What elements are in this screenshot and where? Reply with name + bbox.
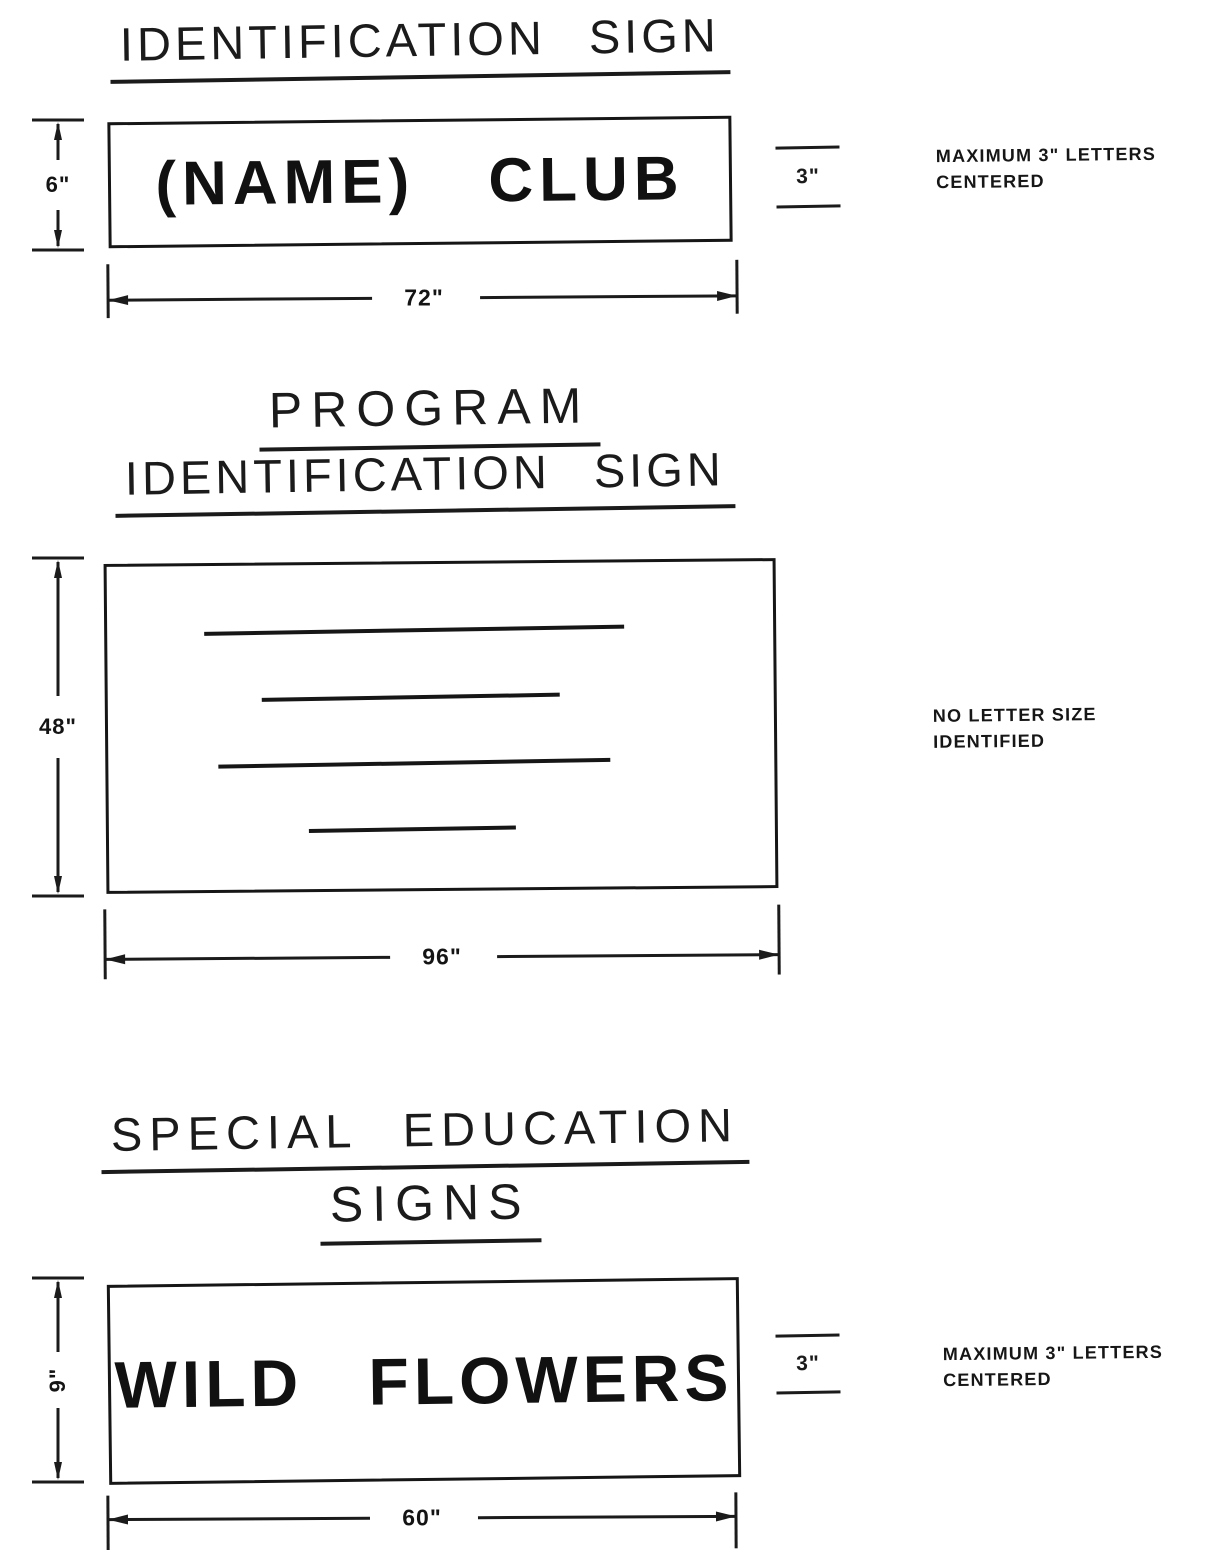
text-placeholder-line — [218, 758, 610, 769]
width-dimension-label: 72" — [404, 284, 444, 311]
special-note — [943, 1339, 1164, 1393]
identification-sign-text: (NAME) CLUB — [155, 144, 685, 219]
identification-title: IDENTIFICATION SIGN — [110, 11, 731, 84]
height-dimension-label: 48" — [39, 714, 77, 739]
identification-width-dimension — [100, 258, 748, 316]
program-height-dimension — [30, 554, 86, 900]
program-title-line1: PROGRAM — [259, 380, 601, 451]
height-dimension-label: 6" — [45, 172, 71, 197]
special-sign-text: WILD FLOWERS — [114, 1340, 734, 1422]
identification-height-dimension — [30, 116, 86, 254]
letter-marker-label: 3" — [795, 164, 821, 189]
identification-note — [936, 141, 1157, 195]
note-line: NO LETTER SIZE — [932, 704, 1097, 726]
note-line: IDENTIFIED — [933, 730, 1046, 752]
note-line: MAXIMUM 3" LETTERS — [942, 1341, 1164, 1365]
height-dimension-label: 9" — [45, 1367, 70, 1393]
identification-sign-rectangle — [107, 116, 732, 249]
program-width-dimension — [97, 905, 787, 977]
note-line: MAXIMUM 3" LETTERS — [935, 143, 1157, 167]
special-sign-rectangle — [107, 1277, 741, 1485]
note-line: CENTERED — [936, 171, 1045, 193]
special-title-line1: SPECIAL EDUCATION — [100, 1101, 749, 1174]
special-title-wrap-1 — [75, 1098, 775, 1169]
text-placeholder-line — [309, 825, 516, 833]
program-title-wrap-1 — [180, 377, 680, 449]
note-line: CENTERED — [943, 1369, 1052, 1391]
special-width-dimension — [100, 1492, 744, 1550]
text-placeholder-line — [262, 693, 560, 702]
program-title-line2: IDENTIFICATION SIGN — [115, 445, 736, 518]
special-title-wrap-2 — [180, 1173, 680, 1244]
width-dimension-label: 60" — [402, 1504, 442, 1531]
text-placeholder-line — [204, 625, 624, 636]
program-sign-rectangle — [104, 558, 779, 894]
special-height-dimension — [30, 1274, 86, 1486]
program-title-wrap-2 — [75, 442, 775, 513]
width-dimension-label: 96" — [422, 943, 462, 970]
identification-title-wrap — [90, 8, 750, 79]
program-note — [933, 701, 1097, 755]
special-letter-marker — [775, 1333, 840, 1394]
identification-letter-marker — [775, 145, 840, 208]
letter-marker-label: 3" — [795, 1351, 821, 1376]
special-title-line2: SIGNS — [319, 1176, 541, 1245]
